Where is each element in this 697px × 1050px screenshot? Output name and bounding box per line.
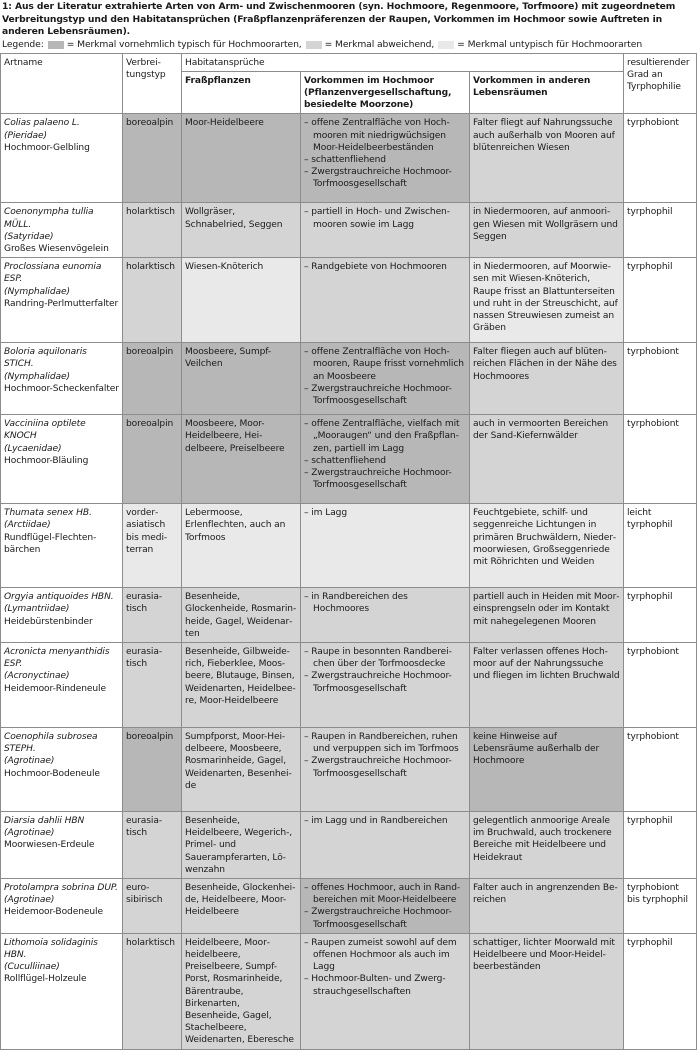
table-row — [1, 588, 697, 643]
hochmoor-list — [304, 346, 466, 407]
list-item: – im Lagg — [304, 507, 466, 519]
species-common-name: Hochmoor-Gelbling — [4, 142, 90, 153]
list-item: – schattenfliehend — [304, 455, 466, 467]
species-common-name: Großes Wiesenvögelein — [4, 243, 109, 254]
table-body — [1, 114, 697, 1049]
cell-verbreitungstyp: eurosibirisch — [123, 878, 182, 933]
legend-text-dark: = Merkmal vornehmlich typisch für Hochmoorarten, — [66, 38, 302, 50]
species-family: (Agrotinae) — [4, 895, 55, 906]
cell-artname — [1, 504, 123, 588]
list-item: – Raupen zumeist sowohl auf dem offenen Hochmoor als auch im Lagg — [304, 937, 466, 974]
cell-vorkommen-andere: Falter fliegt auf Nahrungssuche auch außerhalb von Mooren auf blütenreichen Wiesen — [470, 114, 624, 203]
cell-artname — [1, 588, 123, 643]
cell-frasspflanzen: Wiesen-Knöterich — [182, 258, 301, 343]
list-item: – Zwergstrauchreiche Hochmoor-Torfmoosgesellschaft — [304, 755, 466, 779]
table-row — [1, 933, 697, 1049]
header-artname: Artname — [1, 53, 123, 114]
cell-verbreitungstyp: boreoalpin — [123, 727, 182, 811]
cell-frasspflanzen: Moosbeere, Sumpf-Veilchen — [182, 343, 301, 415]
species-common-name: Randring-Perlmutterfalter — [4, 298, 119, 309]
species-common-name: Heidebürstenbinder — [4, 616, 93, 627]
species-common-name: Rundflügel-Flechtenbärchen — [4, 532, 97, 555]
table-row — [1, 203, 697, 258]
species-family: (Acronyctinae) — [4, 671, 70, 682]
cell-verbreitungstyp: holarktisch — [123, 203, 182, 258]
species-common-name: Moorwiesen-Erdeule — [4, 840, 95, 851]
table-row — [1, 811, 697, 878]
list-item: – offene Zentralfläche, vielfach mit „Mooraugen“ und den Fraßpflanzen, partiell im Lagg — [304, 418, 466, 455]
table-row — [1, 114, 697, 203]
cell-grad-tyrphophilie: tyrphophil — [624, 811, 697, 878]
cell-frasspflanzen: Besenheide, Heidelbeere, Wegerich-, Primel- und Sauerampferarten, Löwenzahn — [182, 811, 301, 878]
header-frasspflanzen: Fraßpflanzen — [182, 71, 301, 114]
cell-vorkommen-hochmoor — [301, 588, 470, 643]
species-family: (Nymphalidae) — [4, 371, 70, 382]
hochmoor-list — [304, 117, 466, 190]
cell-artname — [1, 933, 123, 1049]
species-family: (Agrotinae) — [4, 828, 55, 839]
species-scientific-name: Orgyia antiquoides HBN. — [4, 592, 114, 603]
list-item: – offene Zentralfläche von Hochmooren mit niedrigwüchsigen Moor-Heidelbeerbeständen — [304, 117, 466, 154]
cell-frasspflanzen: Besenheide, Glockenheide, Heidelbeere, Moor-Heidelbeere — [182, 878, 301, 933]
cell-artname — [1, 343, 123, 415]
cell-vorkommen-hochmoor — [301, 258, 470, 343]
cell-grad-tyrphophilie: tyrphophil — [624, 933, 697, 1049]
table-row — [1, 878, 697, 933]
cell-grad-tyrphophilie: tyrphophil — [624, 258, 697, 343]
list-item: – Randgebiete von Hochmooren — [304, 261, 466, 273]
list-item: – Raupen in Randbereichen, ruhen und verpuppen sich im Torfmoos — [304, 731, 466, 755]
legend — [0, 39, 697, 51]
list-item: – Zwergstrauchreiche Hochmoor-Torfmoosgesellschaft — [304, 166, 466, 190]
species-scientific-name: Coenonympha tullia MÜLL. — [4, 207, 94, 230]
species-scientific-name: Colias palaeno L. — [4, 118, 80, 129]
cell-grad-tyrphophilie: leicht tyrphophil — [624, 504, 697, 588]
cell-artname — [1, 811, 123, 878]
list-item: – Hochmoor-Bulten- und Zwergstrauchgesellschaften — [304, 973, 466, 997]
header-grad: resultierender Grad an Tyrphophilie — [624, 53, 697, 114]
cell-frasspflanzen: Besenheide, Glockenheide, Rosmarinheide, Gagel, Weidenarten — [182, 588, 301, 643]
table-row — [1, 415, 697, 504]
species-common-name: Rollflügel-Holzeule — [4, 974, 87, 985]
cell-vorkommen-hochmoor — [301, 504, 470, 588]
cell-vorkommen-andere: Falter verlassen offenes Hochmoor auf der Nahrungssuche und fliegen im lichten Bruchwald — [470, 642, 624, 727]
hochmoor-list — [304, 418, 466, 491]
cell-artname — [1, 642, 123, 727]
cell-frasspflanzen: Lebermoose, Erlenflechten, auch an Torfmoos — [182, 504, 301, 588]
cell-grad-tyrphophilie: tyrphobiont — [624, 642, 697, 727]
table-row — [1, 258, 697, 343]
legend-swatch-light — [438, 41, 454, 49]
table-row — [1, 642, 697, 727]
cell-vorkommen-andere: Falter auch in angrenzenden Bereichen — [470, 878, 624, 933]
species-scientific-name: Proclossiana eunomia ESP. — [4, 262, 102, 285]
cell-verbreitungstyp: vorderasiatisch bis mediterran — [123, 504, 182, 588]
list-item: – offene Zentralfläche von Hochmooren, Raupe frisst vornehmlich an Moosbeere — [304, 346, 466, 383]
species-common-name: Heidemoor-Bodeneule — [4, 907, 103, 918]
cell-grad-tyrphophilie: tyrphophil — [624, 203, 697, 258]
cell-verbreitungstyp: eurasiatisch — [123, 588, 182, 643]
cell-artname — [1, 727, 123, 811]
cell-vorkommen-andere: Feuchtgebiete, schilf- und seggenreiche Lichtungen in primären Bruchwäldern, Niedermoorwiesen, Großseggenriede mit Röhrichten und Weiden — [470, 504, 624, 588]
cell-verbreitungstyp: holarktisch — [123, 258, 182, 343]
list-item: – in Randbereichen des Hochmoores — [304, 591, 466, 615]
cell-vorkommen-hochmoor — [301, 878, 470, 933]
cell-frasspflanzen: Besenheide, Gilbweiderich, Fieberklee, Moosbeere, Blutauge, Binsen, Weidenarten, Heidelbeere, Moor-Heidelbeere — [182, 642, 301, 727]
cell-vorkommen-andere: keine Hinweise auf Lebensräume außerhalb der Hochmoore — [470, 727, 624, 811]
species-common-name: Heidemoor-Rindeneule — [4, 683, 106, 694]
hochmoor-list — [304, 591, 466, 615]
cell-vorkommen-andere: in Niedermooren, auf Moorwiesen mit Wiesen-Knöterich, Raupe frisst an Blattunterseiten und ruht in der Streuschicht, auf nassen Streuwiesen zumeist an Gräben — [470, 258, 624, 343]
cell-artname — [1, 415, 123, 504]
cell-frasspflanzen: Heidelbeere, Moorheidelbeere, Preiselbeere, Sumpf-Porst, Rosmarinheide, Bärentraube, Birkenarten, Besenheide, Gagel, Stachelbeere, Weidenarten, Eberesche — [182, 933, 301, 1049]
cell-vorkommen-andere: gelegentlich anmoorige Areale im Bruchwald, auch trockenere Bereiche mit Heidelbeere und Heidekraut — [470, 811, 624, 878]
species-family: (Arctiidae) — [4, 520, 51, 531]
cell-verbreitungstyp: eurasiatisch — [123, 642, 182, 727]
cell-vorkommen-hochmoor — [301, 415, 470, 504]
cell-vorkommen-hochmoor — [301, 203, 470, 258]
cell-vorkommen-andere: partiell auch in Heiden mit Mooreinsprengseln oder im Kontakt mit nahegelegenen Mooren — [470, 588, 624, 643]
cell-frasspflanzen: Moor-Heidelbeere — [182, 114, 301, 203]
hochmoor-list — [304, 882, 466, 931]
species-table — [0, 53, 697, 1050]
legend-text-light: = Merkmal untypisch für Hochmoorarten — [457, 38, 643, 50]
cell-vorkommen-hochmoor — [301, 727, 470, 811]
cell-frasspflanzen: Wollgräser, Schnabelried, Seggen — [182, 203, 301, 258]
species-scientific-name: Boloria aquilonaris STICH. — [4, 347, 87, 370]
table-row — [1, 727, 697, 811]
species-common-name: Hochmoor-Scheckenfalter — [4, 383, 119, 394]
species-family: (Nymphalidae) — [4, 286, 70, 297]
table-row — [1, 504, 697, 588]
list-item: – Zwergstrauchreiche Hochmoor-Torfmoosgesellschaft — [304, 467, 466, 491]
list-item: – Zwergstrauchreiche Hochmoor-Torfmoosgesellschaft — [304, 383, 466, 407]
cell-artname — [1, 878, 123, 933]
table-caption: 1: Aus der Literatur extrahierte Arten von Arm- und Zwischenmooren (syn. Hochmoore, Regenmoore, Torfmoore) mit zugeordnetem Verbreitungstyp und den Habitatansprüchen (Fraßpflanzenpräferenzen der Raupen, Vorkommen im Hochmoor sowie Auftreten in anderen Lebensräumen). — [2, 1, 676, 37]
species-family: (Pieridae) — [4, 130, 47, 141]
header-vorkommen-andere: Vorkommen in anderen Lebensräumen — [470, 71, 624, 114]
list-item: – schattenfliehend — [304, 154, 466, 166]
species-family: (Lycaenidae) — [4, 443, 62, 454]
species-family: (Agrotinae) — [4, 756, 55, 767]
hochmoor-list — [304, 815, 466, 827]
list-item: – Raupe in besonnten Randbereichen über der Torfmoosdecke — [304, 646, 466, 670]
legend-label: Legende: — [2, 38, 44, 50]
cell-verbreitungstyp: boreoalpin — [123, 114, 182, 203]
list-item: – im Lagg und in Randbereichen — [304, 815, 466, 827]
cell-vorkommen-andere: auch in vermoorten Bereichen der Sand-Kiefernwälder — [470, 415, 624, 504]
cell-grad-tyrphophilie: tyrphobiont bis tyrphophil — [624, 878, 697, 933]
species-family: (Satyridae) — [4, 231, 54, 242]
legend-swatch-dark — [48, 41, 64, 49]
cell-verbreitungstyp: boreoalpin — [123, 415, 182, 504]
list-item: – Zwergstrauchreiche Hochmoor-Torfmoosgesellschaft — [304, 670, 466, 694]
table-row — [1, 343, 697, 415]
cell-vorkommen-hochmoor — [301, 343, 470, 415]
hochmoor-list — [304, 646, 466, 695]
species-scientific-name: Thumata senex HB. — [4, 508, 92, 519]
header-habitatansprueche: Habitatansprüche — [182, 53, 624, 71]
cell-grad-tyrphophilie: tyrphobiont — [624, 114, 697, 203]
list-item: – Zwergstrauchreiche Hochmoor-Torfmoosgesellschaft — [304, 906, 466, 930]
cell-grad-tyrphophilie: tyrphophil — [624, 588, 697, 643]
hochmoor-list — [304, 261, 466, 273]
cell-vorkommen-andere: Falter fliegen auch auf blütenreichen Flächen in der Nähe des Hochmoores — [470, 343, 624, 415]
cell-verbreitungstyp: eurasiatisch — [123, 811, 182, 878]
species-scientific-name: Lithomoia solidaginis HBN. — [4, 937, 98, 960]
legend-swatch-mid — [306, 41, 322, 49]
list-item: – offenes Hochmoor, auch in Randbereichen mit Moor-Heidelbeere — [304, 882, 466, 906]
cell-grad-tyrphophilie: tyrphobiont — [624, 415, 697, 504]
hochmoor-list — [304, 731, 466, 780]
cell-vorkommen-hochmoor — [301, 811, 470, 878]
species-common-name: Hochmoor-Bodeneule — [4, 768, 100, 779]
species-scientific-name: Vacciniina optilete KNOCH — [4, 419, 86, 442]
cell-vorkommen-hochmoor — [301, 642, 470, 727]
cell-artname — [1, 114, 123, 203]
cell-verbreitungstyp: boreoalpin — [123, 343, 182, 415]
cell-vorkommen-hochmoor — [301, 114, 470, 203]
cell-vorkommen-andere: schattiger, lichter Moorwald mit Heidelbeere und Moor-Heidelbeerbeständen — [470, 933, 624, 1049]
species-family: (Cuculliinae) — [4, 962, 60, 973]
species-scientific-name: Diarsia dahlii HBN — [4, 815, 85, 826]
legend-text-mid: = Merkmal abweichend, — [324, 38, 435, 50]
cell-vorkommen-hochmoor — [301, 933, 470, 1049]
cell-artname — [1, 258, 123, 343]
hochmoor-list — [304, 206, 466, 230]
cell-frasspflanzen: Sumpfporst, Moor-Heidelbeere, Moosbeere, Rosmarinheide, Gagel, Weidenarten, Besenheide — [182, 727, 301, 811]
list-item: – partiell in Hoch- und Zwischenmooren sowie im Lagg — [304, 206, 466, 230]
hochmoor-list — [304, 937, 466, 998]
hochmoor-list — [304, 507, 466, 519]
species-scientific-name: Acronicta menyanthidis ESP. — [4, 646, 110, 670]
species-scientific-name: Protolampra sobrina DUP. — [4, 882, 118, 893]
cell-frasspflanzen: Moosbeere, Moor-Heidelbeere, Heidelbeere, Preiselbeere — [182, 415, 301, 504]
cell-verbreitungstyp: holarktisch — [123, 933, 182, 1049]
cell-vorkommen-andere: in Niedermooren, auf anmoorigen Wiesen mit Wollgräsern und Seggen — [470, 203, 624, 258]
species-scientific-name: Coenophila subrosea STEPH. — [4, 731, 98, 755]
header-verbreitungstyp: Verbreitungstyp — [123, 53, 182, 114]
cell-artname — [1, 203, 123, 258]
header-vorkommen-hochmoor: Vorkommen im Hochmoor (Pflanzenvergesellschaftung, besiedelte Moorzone) — [301, 71, 470, 114]
cell-grad-tyrphophilie: tyrphobiont — [624, 727, 697, 811]
cell-grad-tyrphophilie: tyrphobiont — [624, 343, 697, 415]
species-family: (Lymantriidae) — [4, 604, 70, 615]
species-common-name: Hochmoor-Bläuling — [4, 455, 89, 466]
